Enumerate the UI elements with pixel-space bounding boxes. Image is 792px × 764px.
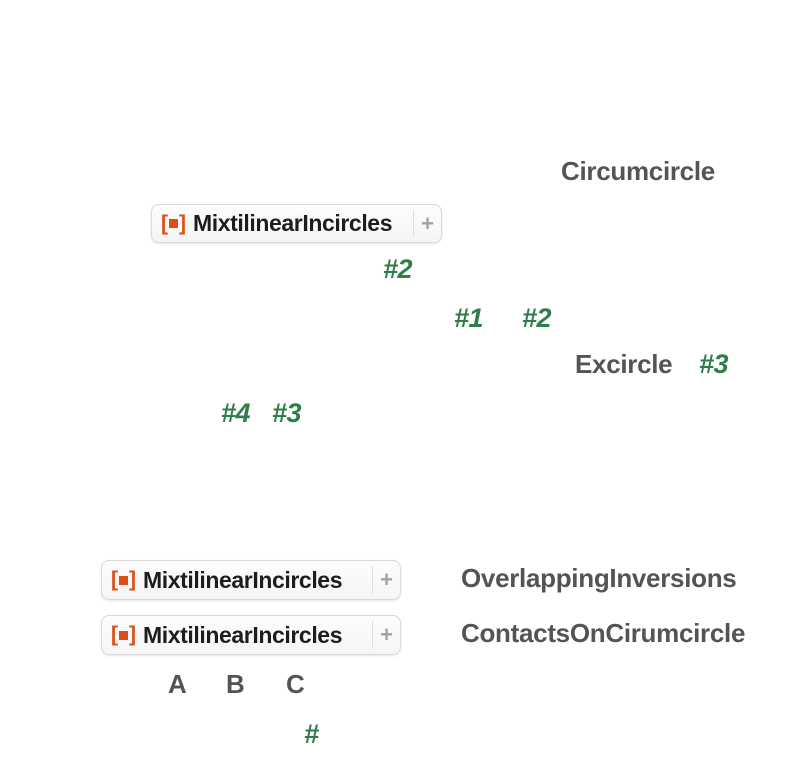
resource-function-badge-1[interactable] [151, 204, 442, 243]
resource-function-icon [111, 568, 136, 592]
slot-variable: # [304, 719, 319, 749]
square-icon [169, 219, 178, 228]
resource-function-badge-3[interactable] [101, 615, 401, 655]
slot-variable: #3 [272, 398, 302, 428]
resource-function-label: MixtilinearIncircles [193, 210, 393, 236]
bracket-left: [ [111, 623, 118, 646]
resource-function-icon [161, 212, 186, 236]
bracket-left: [ [161, 211, 168, 235]
string-excircle: Excircle [575, 349, 673, 379]
string-vertex-c: C [286, 669, 305, 699]
plus-icon[interactable]: + [380, 622, 393, 647]
string-vertex-b: B [226, 669, 245, 699]
string-contacts-on-circumcircle: ContactsOnCirumcircle [461, 618, 746, 648]
slot-variable: #2 [383, 254, 413, 284]
resource-function-badge-2[interactable] [101, 560, 401, 600]
string-vertex-a: A [168, 669, 187, 699]
plus-icon[interactable]: + [380, 567, 393, 592]
string-overlapping-inversions: OverlappingInversions [461, 563, 737, 593]
plus-icon[interactable]: + [421, 210, 434, 236]
bracket-right: ] [179, 211, 186, 235]
square-icon [119, 576, 128, 585]
resource-function-label: MixtilinearIncircles [143, 621, 343, 648]
resource-function-label: MixtilinearIncircles [143, 566, 343, 593]
slot-variable: #1 [454, 303, 484, 333]
resource-function-icon [111, 623, 136, 647]
string-circumcircle: Circumcircle [561, 156, 715, 186]
slot-variable: #2 [522, 303, 552, 333]
bracket-right: ] [129, 568, 136, 591]
slot-variable: #4 [221, 398, 251, 428]
square-icon [119, 631, 128, 640]
bracket-left: [ [111, 568, 118, 591]
slot-variable: #3 [699, 349, 729, 379]
bracket-right: ] [129, 623, 136, 646]
